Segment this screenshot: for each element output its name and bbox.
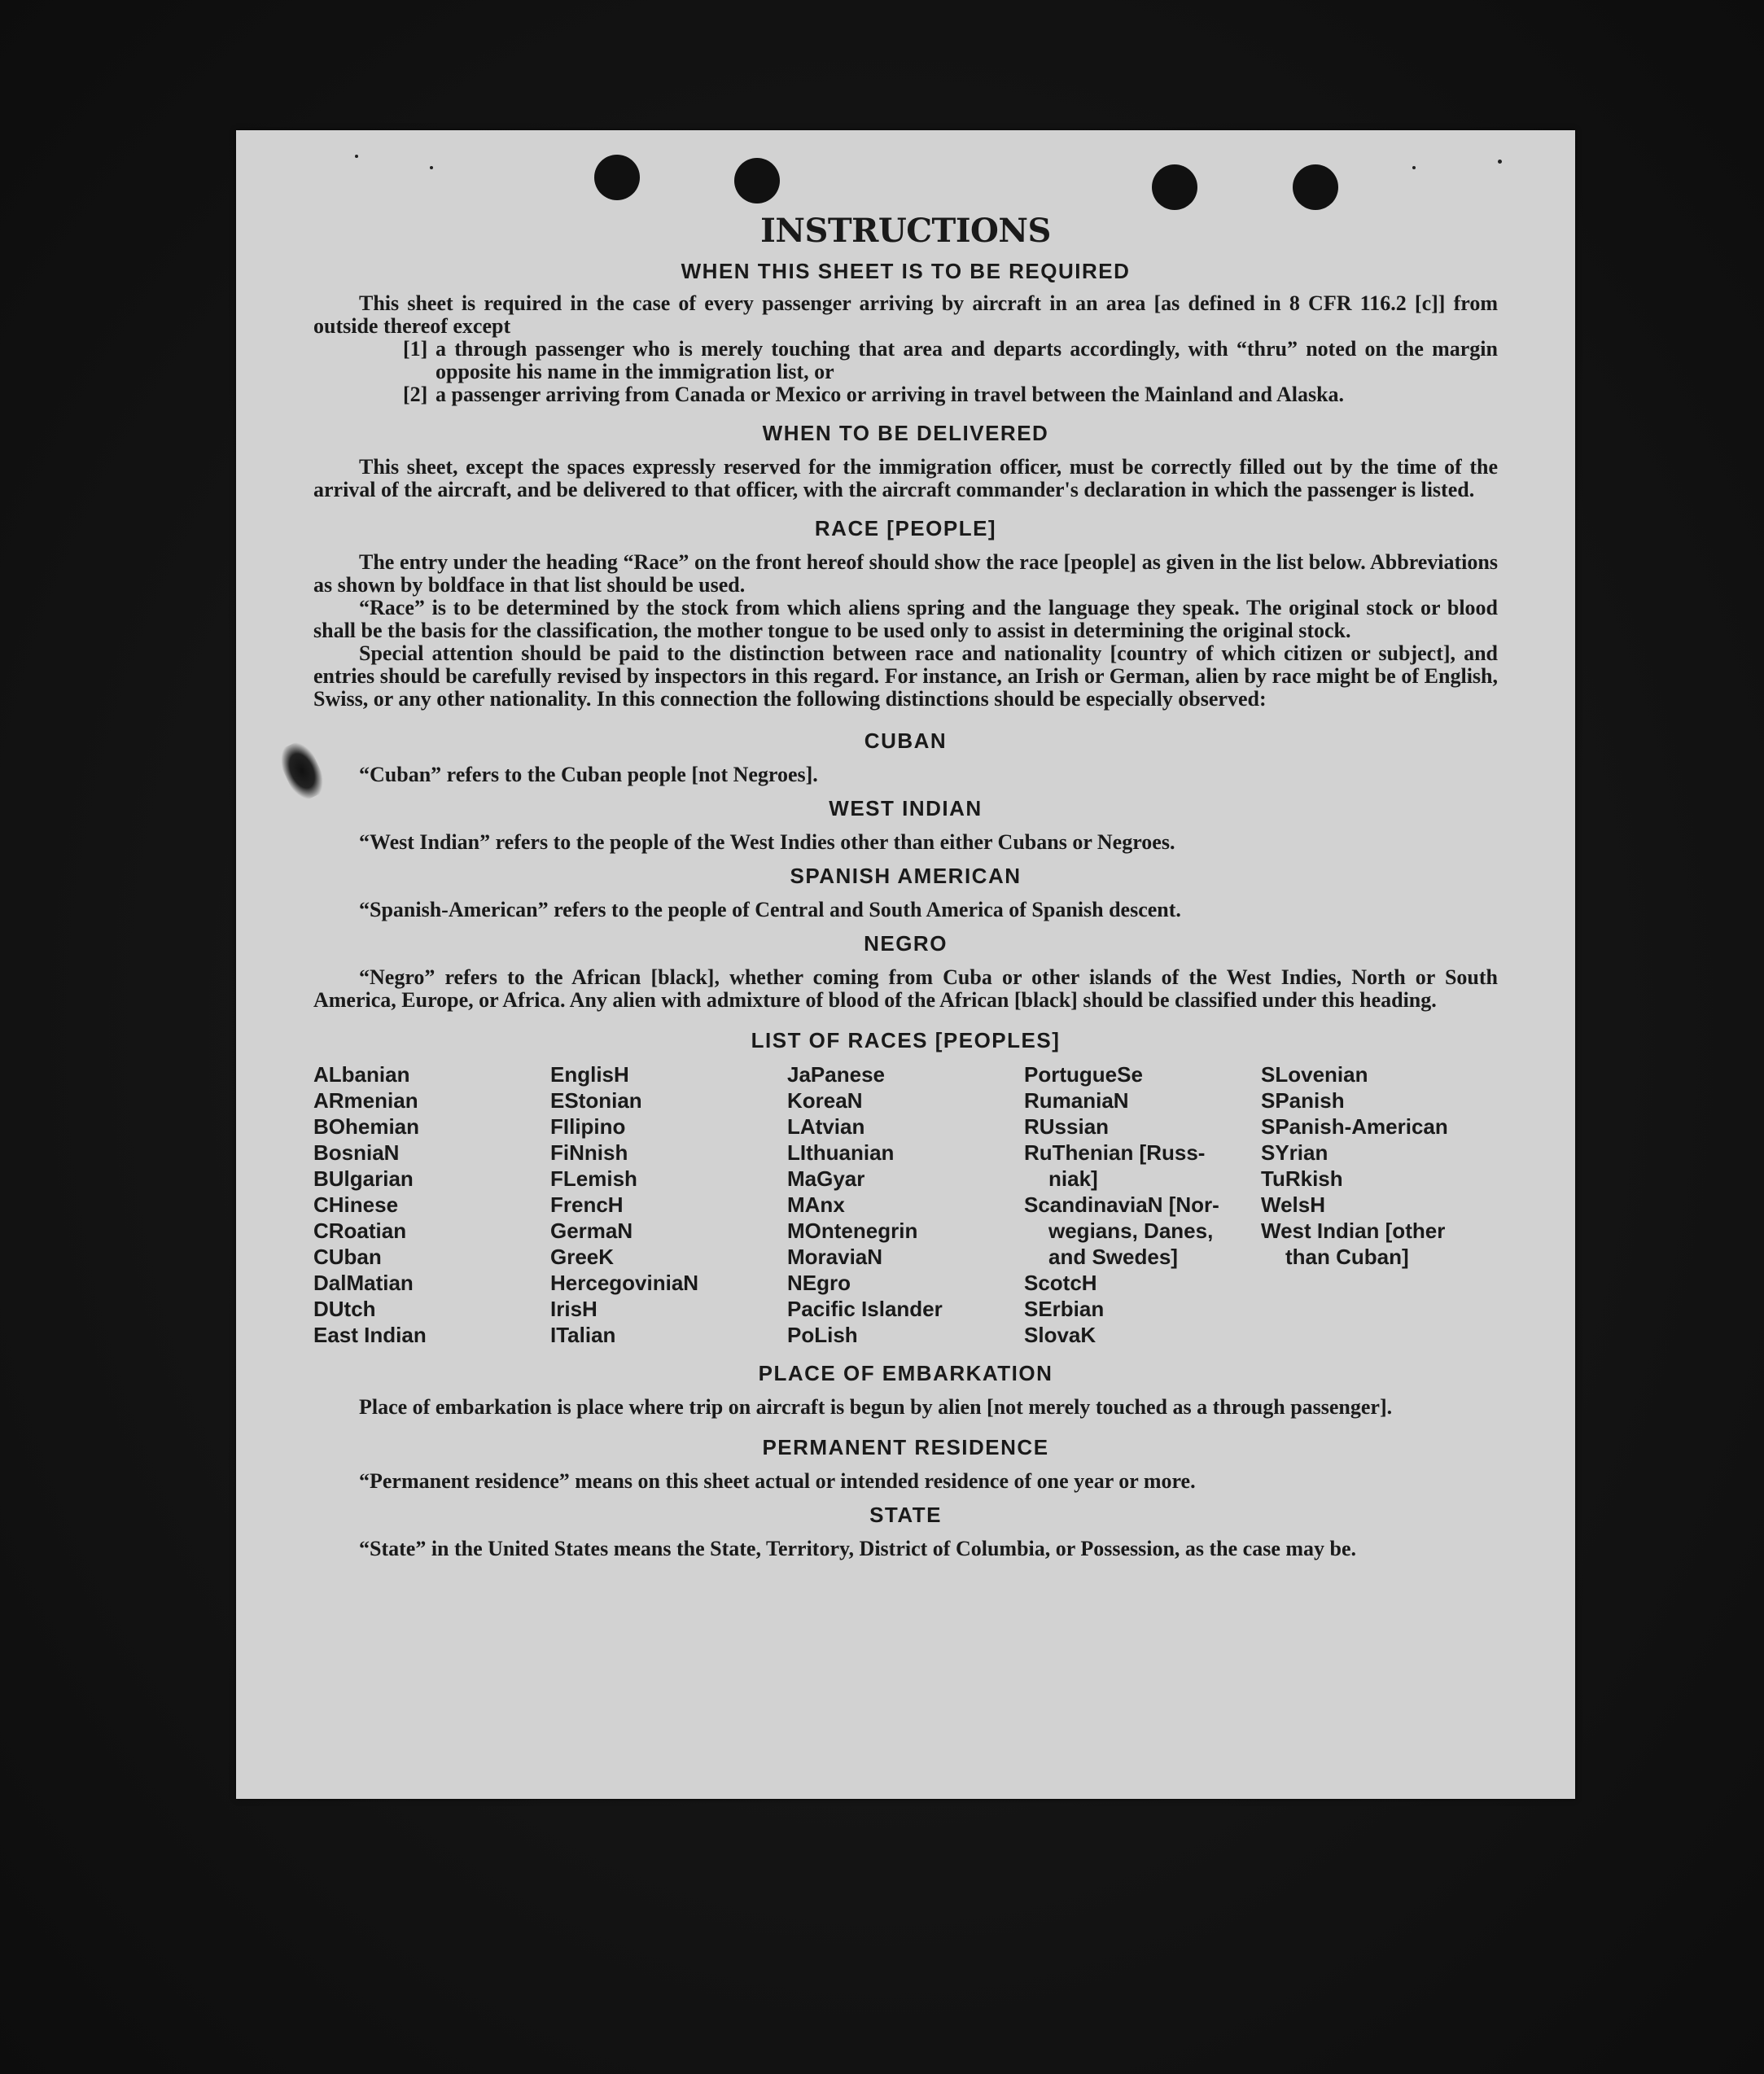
section-heading-race: RACE [PEOPLE] <box>814 516 997 540</box>
race-entry: ARmenian <box>313 1088 418 1113</box>
race-column <box>550 1061 787 1348</box>
speck <box>1412 166 1416 169</box>
list-item-number: [1] <box>403 337 428 361</box>
race-entry: WelsH <box>1261 1192 1325 1217</box>
race-entry: EnglisH <box>550 1062 629 1087</box>
negro-text: “Negro” refers to the African [black], whether coming from Cuba or other islands of the West Indies, North or South America, Europe, or Africa. Any alien with admixture of blood of the African [black] should be classified under this heading. <box>313 965 1498 1012</box>
punch-hole <box>734 158 780 203</box>
race-entry: MAnx <box>787 1192 845 1217</box>
race-entry: BUlgarian <box>313 1166 414 1191</box>
race-entry: RumaniaN <box>1024 1088 1129 1113</box>
race-entry: SPanish <box>1261 1088 1345 1113</box>
section-heading-list-of-races: LIST OF RACES [PEOPLES] <box>751 1028 1061 1052</box>
speck <box>430 166 433 169</box>
spanish-american-text: “Spanish-American” refers to the people of Central and South America of Spanish descent. <box>359 898 1181 921</box>
race-entry: SPanish-American <box>1261 1114 1448 1139</box>
section-heading-required: WHEN THIS SHEET IS TO BE REQUIRED <box>681 259 1131 283</box>
list-item-text: a passenger arriving from Canada or Mexico or arriving in travel between the Mainland and Alaska. <box>436 383 1345 406</box>
race-entry: West Indian [other <box>1261 1219 1446 1243</box>
punch-hole <box>594 155 640 200</box>
race-entry: EStonian <box>550 1088 642 1113</box>
races-table <box>313 1061 1498 1348</box>
race-paragraph-1: The entry under the heading “Race” on the front hereof should show the race [people] as given in the list below. Abbreviations as shown by boldface in that list should be used. <box>313 550 1498 597</box>
race-column <box>1024 1061 1261 1348</box>
race-column <box>787 1061 1024 1348</box>
race-entry: East Indian <box>313 1323 427 1347</box>
delivered-text: This sheet, except the spaces expressly reserved for the immigration officer, must be correctly filled out by the time of the arrival of the aircraft, and be delivered to that officer, with the aircraft commander's declaration in which the passenger is listed. <box>313 455 1498 501</box>
race-entry: ScotcH <box>1024 1271 1097 1295</box>
race-entry: KoreaN <box>787 1088 863 1113</box>
race-column <box>313 1061 550 1348</box>
west-indian-text: “West Indian” refers to the people of the West Indies other than either Cubans or Negroes. <box>359 830 1175 854</box>
race-entry: niak] <box>1048 1166 1098 1191</box>
race-column <box>1261 1061 1498 1348</box>
race-entry: LIthuanian <box>787 1140 895 1165</box>
race-entry: ScandinaviaN [Nor- <box>1024 1192 1219 1217</box>
race-entry: ALbanian <box>313 1062 410 1087</box>
list-item <box>313 338 1498 383</box>
race-entry: BOhemian <box>313 1114 420 1139</box>
required-intro: This sheet is required in the case of every passenger arriving by aircraft in an area [as defined in 8 CFR 116.2 [c]] from outside thereof except <box>313 291 1498 338</box>
race-entry: SYrian <box>1261 1140 1328 1165</box>
section-heading-embarkation: PLACE OF EMBARKATION <box>758 1361 1053 1385</box>
embarkation-text: Place of embarkation is place where trip on aircraft is begun by alien [not merely touched as a through passenger]. <box>359 1395 1393 1419</box>
state-text: “State” in the United States means the State, Territory, District of Columbia, or Possession, as the case may be. <box>359 1537 1357 1560</box>
race-entry: FLemish <box>550 1166 637 1191</box>
document-body <box>313 212 1498 1560</box>
race-entry: GreeK <box>550 1245 615 1269</box>
race-entry: LAtvian <box>787 1114 865 1139</box>
speck <box>355 155 358 158</box>
speck <box>1498 160 1502 164</box>
race-entry: MoraviaN <box>787 1245 883 1269</box>
race-paragraph-2: “Race” is to be determined by the stock from which aliens spring and the language they speak. The original stock or blood shall be the basis for the classification, the mother tongue to be used only to assist in determining the original stock. <box>313 596 1498 642</box>
race-entry: SErbian <box>1024 1297 1105 1321</box>
section-heading-negro: NEGRO <box>864 931 948 956</box>
race-entry: NEgro <box>787 1271 851 1295</box>
section-heading-residence: PERMANENT RESIDENCE <box>762 1435 1049 1459</box>
section-heading-cuban: CUBAN <box>864 729 948 753</box>
race-entry: JaPanese <box>787 1062 885 1087</box>
section-heading-state: STATE <box>869 1503 942 1527</box>
race-entry: RUssian <box>1024 1114 1110 1139</box>
race-entry: PortugueSe <box>1024 1062 1143 1087</box>
race-entry: TuRkish <box>1261 1166 1343 1191</box>
race-entry: Pacific Islander <box>787 1297 943 1321</box>
race-entry: FIlipino <box>550 1114 626 1139</box>
section-heading-delivered: WHEN TO BE DELIVERED <box>762 421 1049 445</box>
list-item-text: a through passenger who is merely touching that area and departs accordingly, with “thru” noted on the margin opposite his name in the immigration list, or <box>436 337 1498 383</box>
race-entry: CHinese <box>313 1192 399 1217</box>
cuban-text: “Cuban” refers to the Cuban people [not Negroes]. <box>359 763 818 786</box>
race-entry: wegians, Danes, <box>1048 1219 1214 1243</box>
race-entry: FiNnish <box>550 1140 628 1165</box>
race-entry: IrisH <box>550 1297 597 1321</box>
race-entry: and Swedes] <box>1048 1245 1178 1269</box>
race-entry: ITalian <box>550 1323 616 1347</box>
race-entry: HercegoviniaN <box>550 1271 699 1295</box>
race-paragraph-3: Special attention should be paid to the distinction between race and nationality [country of which citizen or subject], and entries should be carefully revised by inspectors in this regard. For instance, an Irish or German, alien by race might be of English, Swiss, or any other nationality. In this connection the following distinctions should be especially observed: <box>313 641 1498 711</box>
race-entry: BosniaN <box>313 1140 400 1165</box>
race-entry: MOntenegrin <box>787 1219 918 1243</box>
document-title: INSTRUCTIONS <box>760 212 1051 250</box>
race-entry: RuThenian [Russ- <box>1024 1140 1206 1165</box>
punch-hole <box>1293 164 1338 210</box>
race-entry: MaGyar <box>787 1166 865 1191</box>
race-entry: than Cuban] <box>1285 1245 1409 1269</box>
race-entry: FrencH <box>550 1192 624 1217</box>
race-entry: SLovenian <box>1261 1062 1368 1087</box>
race-entry: CUban <box>313 1245 382 1269</box>
race-entry: DUtch <box>313 1297 376 1321</box>
race-entry: SlovaK <box>1024 1323 1096 1347</box>
instruction-sheet <box>236 130 1575 1799</box>
section-heading-west-indian: WEST INDIAN <box>829 796 983 820</box>
race-entry: GermaN <box>550 1219 633 1243</box>
punch-hole <box>1152 164 1197 210</box>
section-heading-spanish-american: SPANISH AMERICAN <box>790 864 1022 888</box>
residence-text: “Permanent residence” means on this sheet actual or intended residence of one year or more. <box>359 1469 1196 1493</box>
list-item <box>313 383 1498 406</box>
race-entry: DalMatian <box>313 1271 414 1295</box>
race-entry: CRoatian <box>313 1219 407 1243</box>
list-item-number: [2] <box>403 383 428 406</box>
race-entry: PoLish <box>787 1323 858 1347</box>
